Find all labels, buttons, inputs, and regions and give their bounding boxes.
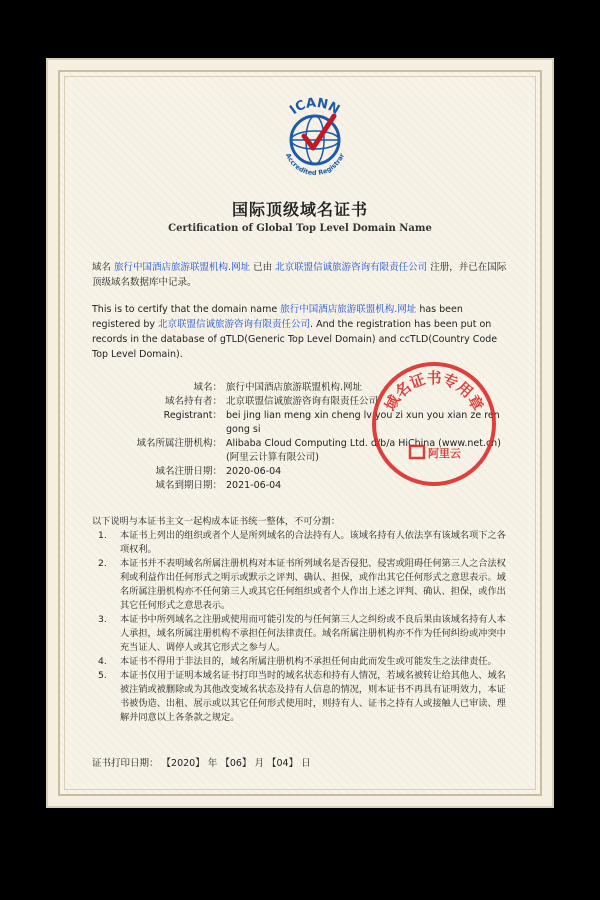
detail-value: 2020-06-04 bbox=[226, 466, 282, 477]
detail-label: 域名持有者： bbox=[164, 396, 222, 407]
note-text: 本证书中所列域名之注册或使用而可能引发的与任何第三人之纠纷或不良后果由该域名持有人本人承担，域名所属注册机构不承担任何法律责任。域名所属注册机构亦不作为任何纠纷或冲突中充当证人、调停人或其它形式之参与人。 bbox=[120, 614, 506, 653]
detail-value: bei jing lian meng xin cheng lv you zi xun you xian ze ren gong si bbox=[226, 410, 500, 435]
detail-value: 北京联盟信诚旅游咨询有限责任公司 bbox=[226, 396, 379, 407]
note-number: 5. bbox=[98, 670, 107, 681]
seal-brand: 阿里云 bbox=[428, 447, 461, 460]
note-text: 本证书上列出的组织或者个人是所列域名的合法持有人。该域名持有人依法享有该域名项下之各项权利。 bbox=[120, 530, 506, 555]
seal-text: 域名证书专用章 bbox=[381, 369, 487, 414]
print-date-label: 证书打印日期： bbox=[92, 758, 159, 769]
notes-section bbox=[92, 515, 512, 725]
detail-value: Alibaba Cloud Computing Ltd. d/b/a HiChina (www.net.cn) (阿里云计算有限公司) bbox=[226, 438, 501, 463]
note-item bbox=[92, 529, 512, 557]
note-number: 1. bbox=[98, 530, 107, 541]
notes-intro: 以下说明与本证书主文一起构成本证书统一整体，不可分割： bbox=[92, 516, 341, 527]
para-en-part3: . And the registration has been put on records in the database of gTLD(Generic Top Level Domain) and ccTLD(Country Code Top Level Domain). bbox=[92, 319, 498, 360]
detail-label: Registrant： bbox=[163, 410, 222, 421]
title-cn: 国际顶级域名证书 bbox=[231, 200, 368, 219]
note-item bbox=[92, 557, 512, 613]
note-text: 本证书不得用于非法目的，域名所属注册机构不承担任何由此而发生或可能发生之法律责任。 bbox=[120, 656, 497, 667]
note-number: 3. bbox=[98, 614, 107, 625]
print-date-year-unit: 年 bbox=[207, 758, 218, 769]
print-date-day-unit: 日 bbox=[301, 758, 311, 769]
para-en-company: 北京联盟信诚旅游咨询有限责任公司 bbox=[158, 319, 311, 330]
para-en-part1: This is to certify that the domain name bbox=[92, 304, 278, 315]
print-date-month: 【06】 bbox=[220, 758, 252, 769]
paragraph-cn bbox=[92, 260, 507, 290]
note-item bbox=[92, 669, 512, 725]
print-date bbox=[92, 755, 311, 769]
certificate bbox=[46, 58, 554, 808]
detail-value: 旅行中国酒店旅游联盟机构.网址 bbox=[226, 382, 363, 393]
para-cn-part3: 注册，并已在国际顶级域名数据库中记录。 bbox=[92, 262, 507, 288]
note-item bbox=[92, 613, 512, 655]
print-date-day: 【04】 bbox=[266, 758, 299, 769]
detail-label: 域名所属注册机构： bbox=[136, 438, 222, 449]
detail-value: 2021-06-04 bbox=[226, 480, 282, 491]
icann-logo bbox=[270, 92, 360, 182]
print-date-year: 【2020】 bbox=[161, 758, 205, 769]
aliyun-mark-icon bbox=[410, 446, 424, 458]
para-cn-domain: 旅行中国酒店旅游联盟机构.网址 bbox=[114, 262, 251, 273]
detail-label: 域名注册日期： bbox=[155, 466, 222, 477]
para-cn-company: 北京联盟信诚旅游咨询有限责任公司 bbox=[275, 262, 428, 273]
note-number: 4. bbox=[98, 656, 107, 667]
para-en-part2: has been registered by bbox=[92, 304, 463, 330]
para-en-domain: 旅行中国酒店旅游联盟机构.网址 bbox=[280, 304, 417, 315]
print-date-month-unit: 月 bbox=[254, 758, 264, 769]
para-cn-part2: 已由 bbox=[253, 262, 273, 273]
detail-label: 域名： bbox=[193, 382, 222, 393]
note-number: 2. bbox=[98, 558, 107, 569]
note-text: 本证书并不表明域名所属注册机构对本证书所列域名是否侵犯、侵害或阻碍任何第三人之合法权利或利益作出任何形式之明示或默示之评判、确认、担保，或作出其它任何形式之意思表示。域名所属注册机构亦不任何第三人或其它任何组织或者个人作出上述之评判、确认、担保，或作出其它任何形式之意思表示。 bbox=[120, 558, 506, 611]
logo-subtitle: Accredited Registrar bbox=[283, 152, 347, 178]
logo-title: ICANN bbox=[287, 95, 343, 118]
note-item bbox=[92, 655, 512, 669]
detail-label: 域名到期日期： bbox=[155, 480, 222, 491]
note-text: 本证书仅用于证明本域名证书打印当时的域名状态和持有人情况，若域名被转让给其他人、域名被注销或被删除或为其他改变域名状态及持有人信息的情况，则本证书不再具有证明效力，本证书被伪造、出租、展示或以其它任何形式使用时，则持有人、证书之持有人或接触人已审读、理解并同意以上各条款之规定。 bbox=[120, 670, 506, 723]
title-en: Certification of Global Top Level Domain Name bbox=[168, 223, 432, 234]
registrar-seal bbox=[368, 358, 500, 490]
paragraph-en bbox=[92, 302, 507, 362]
para-cn-part1: 域名 bbox=[92, 262, 112, 273]
